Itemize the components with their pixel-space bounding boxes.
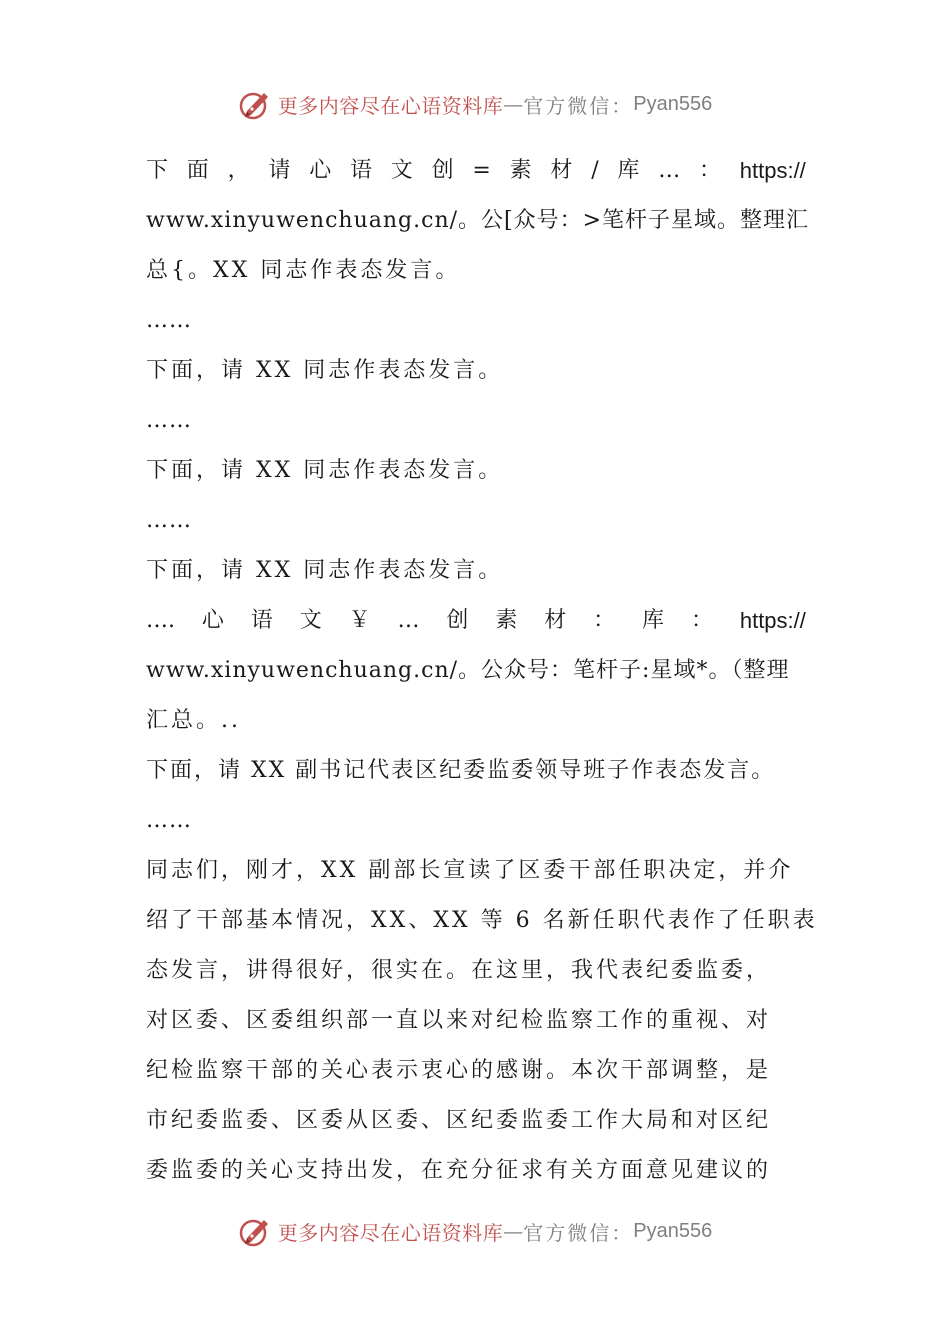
ellipsis-line: …… — [146, 808, 192, 833]
document-body — [146, 146, 818, 1196]
pen-logo-icon — [238, 87, 272, 121]
banner-slogan: 更多内容尽在心语资料库 — [277, 1220, 504, 1245]
text-line-12: 汇总。.. — [146, 708, 241, 733]
text-line-1: 下 面 ， 请 心 语 文 创 = 素 材 / 库 … ： https:// — [146, 146, 806, 196]
text-line-17: 态发言，讲得很好，很实在。在这里，我代表纪委监委， — [146, 958, 772, 983]
banner-dash: — — [503, 1219, 524, 1243]
text-line-16: 绍了干部基本情况，XX、XX 等 6 名新任职代表作了任职表 — [146, 908, 818, 933]
text-line-7: 下面，请 XX 同志作表态发言。 — [146, 458, 504, 483]
ellipsis-line: …… — [146, 508, 192, 533]
text-line-5: 下面，请 XX 同志作表态发言。 — [146, 358, 504, 383]
text-line-21: 委监委的关心支持出发，在充分征求有关方面意见建议的 — [146, 1158, 772, 1183]
text-line-19: 纪检监察干部的关心表示衷心的感谢。本次干部调整，是 — [146, 1058, 772, 1083]
banner-dash: — — [503, 92, 524, 116]
footer-banner — [0, 1211, 950, 1251]
banner-wechat-id: Pyan556 — [633, 1219, 713, 1242]
banner-wechat-id: Pyan556 — [633, 92, 713, 115]
text-line-18: 对区委、区委组织部一直以来对纪检监察工作的重视、对 — [146, 1008, 772, 1033]
text-line-20: 市纪委监委、区委从区委、区纪委监委工作大局和对区纪 — [146, 1108, 772, 1133]
banner-wechat-label: 官方微信： — [523, 1220, 634, 1245]
ellipsis-line: …… — [146, 308, 192, 333]
text-line-13: 下面，请 XX 副书记代表区纪委监委领导班子作表态发言。 — [146, 758, 776, 783]
link-text: https:// — [739, 608, 806, 633]
text-line-9: 下面，请 XX 同志作表态发言。 — [146, 558, 504, 583]
banner-wechat-label: 官方微信： — [523, 93, 634, 118]
banner-slogan: 更多内容尽在心语资料库 — [277, 93, 504, 118]
text-line-2: www.xinyuwenchuang.cn/。公[众号：>笔杆子星域。整理汇 — [146, 208, 810, 233]
header-banner — [0, 84, 950, 124]
link-text: https:// — [739, 158, 806, 183]
pen-logo-icon — [238, 1214, 272, 1248]
text-line-11: www.xinyuwenchuang.cn/。公众号：笔杆子:星域*。（整理 — [146, 658, 790, 683]
ellipsis-line: …… — [146, 408, 192, 433]
text-line-10: …. 心 语 文 ￥ … 创 素 材 ： 库 ： https:// — [146, 596, 806, 646]
text-line-15: 同志们，刚才，XX 副部长宣读了区委干部任职决定，并介 — [146, 858, 794, 883]
text-line-3: 总{。XX 同志作表态发言。 — [146, 258, 461, 283]
